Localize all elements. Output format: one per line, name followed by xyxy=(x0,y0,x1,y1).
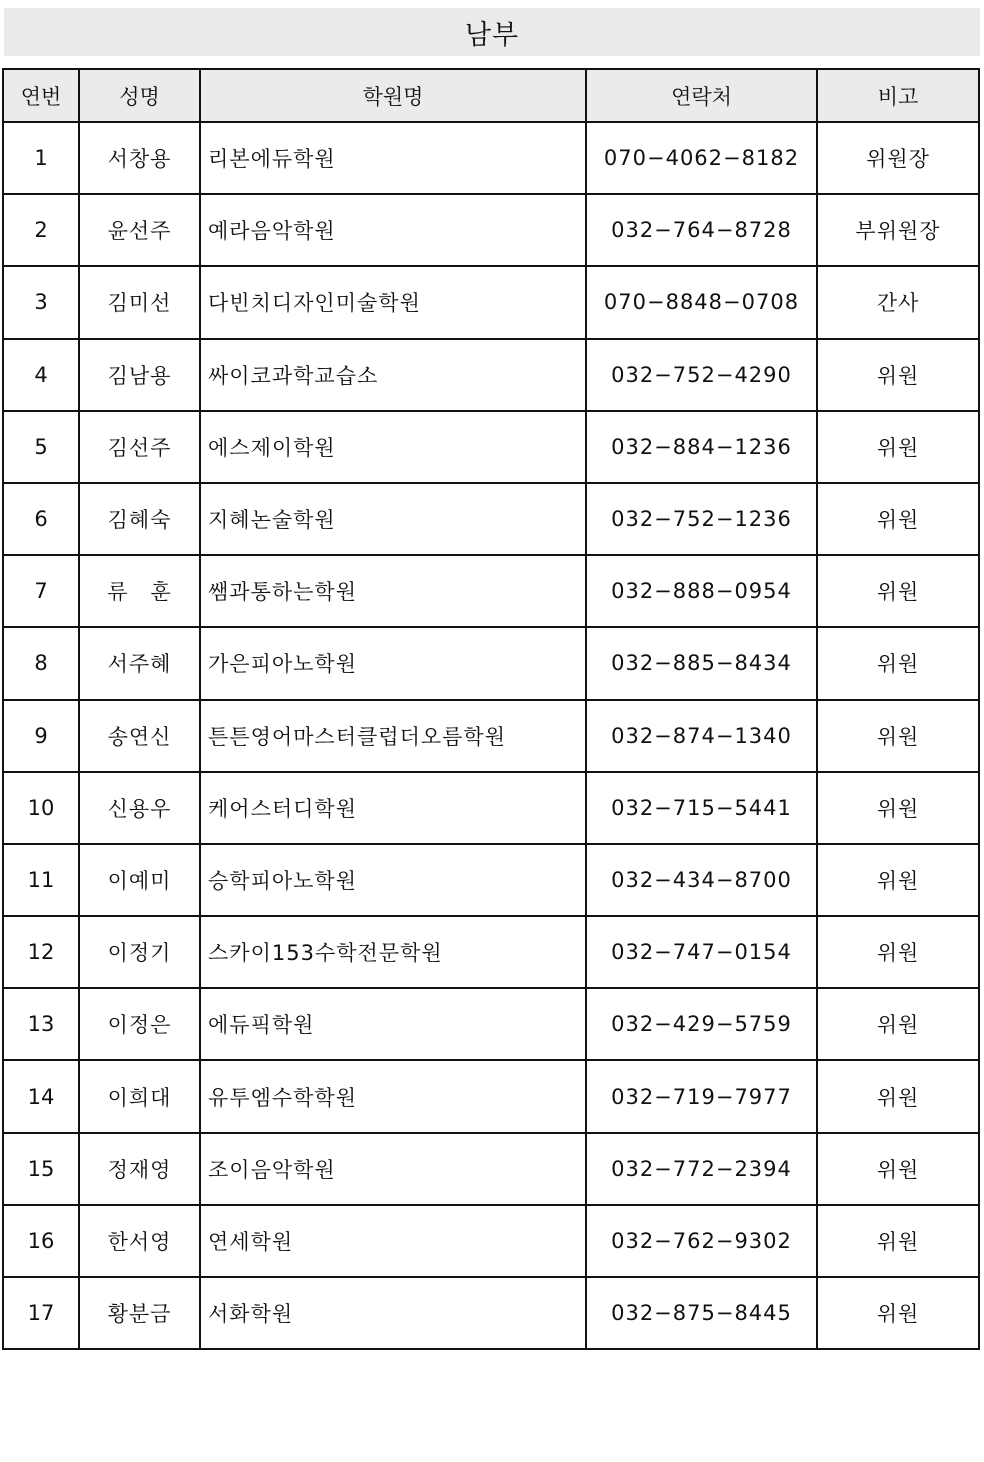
cell-phone: 032−885−8434 xyxy=(586,627,817,699)
cell-note: 위원 xyxy=(817,844,979,916)
table-row xyxy=(3,1133,979,1205)
cell-note: 위원 xyxy=(817,1277,979,1349)
cell-academy: 다빈치디자인미술학원 xyxy=(200,266,586,338)
cell-phone: 032−752−1236 xyxy=(586,483,817,555)
cell-name: 한서영 xyxy=(79,1205,200,1277)
cell-academy: 케어스터디학원 xyxy=(200,772,586,844)
cell-academy: 쌤과통하는학원 xyxy=(200,555,586,627)
cell-name: 이희대 xyxy=(79,1060,200,1132)
cell-no: 9 xyxy=(3,700,79,772)
cell-name: 이예미 xyxy=(79,844,200,916)
cell-note: 위원 xyxy=(817,411,979,483)
section-title: 남부 xyxy=(464,19,520,51)
cell-phone: 032−429−5759 xyxy=(586,988,817,1060)
cell-note: 위원 xyxy=(817,772,979,844)
cell-note: 위원 xyxy=(817,555,979,627)
cell-no: 2 xyxy=(3,194,79,266)
cell-academy: 승학피아노학원 xyxy=(200,844,586,916)
cell-no: 4 xyxy=(3,339,79,411)
table-row xyxy=(3,1060,979,1132)
cell-phone: 032−888−0954 xyxy=(586,555,817,627)
header-name: 성명 xyxy=(79,69,200,122)
cell-no: 10 xyxy=(3,772,79,844)
cell-note: 위원 xyxy=(817,339,979,411)
cell-no: 3 xyxy=(3,266,79,338)
cell-name: 이정기 xyxy=(79,916,200,988)
table-row xyxy=(3,194,979,266)
cell-note: 위원 xyxy=(817,627,979,699)
table-row xyxy=(3,483,979,555)
cell-academy: 지혜논술학원 xyxy=(200,483,586,555)
header-academy: 학원명 xyxy=(200,69,586,122)
cell-phone: 032−762−9302 xyxy=(586,1205,817,1277)
cell-note: 위원 xyxy=(817,988,979,1060)
cell-note: 위원 xyxy=(817,700,979,772)
cell-academy: 리본에듀학원 xyxy=(200,122,586,194)
cell-name: 윤선주 xyxy=(79,194,200,266)
cell-academy: 가은피아노학원 xyxy=(200,627,586,699)
cell-academy: 유투엠수학학원 xyxy=(200,1060,586,1132)
table-header-row xyxy=(3,69,979,122)
cell-phone: 032−772−2394 xyxy=(586,1133,817,1205)
cell-name: 서창용 xyxy=(79,122,200,194)
cell-name: 황분금 xyxy=(79,1277,200,1349)
cell-academy: 서화학원 xyxy=(200,1277,586,1349)
cell-note: 위원 xyxy=(817,483,979,555)
cell-no: 5 xyxy=(3,411,79,483)
cell-note: 간사 xyxy=(817,266,979,338)
header-no: 연번 xyxy=(3,69,79,122)
cell-phone: 032−719−7977 xyxy=(586,1060,817,1132)
cell-academy: 연세학원 xyxy=(200,1205,586,1277)
cell-no: 13 xyxy=(3,988,79,1060)
table-row xyxy=(3,266,979,338)
cell-academy: 예라음악학원 xyxy=(200,194,586,266)
cell-name: 이정은 xyxy=(79,988,200,1060)
cell-name: 김미선 xyxy=(79,266,200,338)
table-row xyxy=(3,916,979,988)
table-row xyxy=(3,700,979,772)
cell-phone: 032−875−8445 xyxy=(586,1277,817,1349)
table-body xyxy=(3,122,979,1349)
cell-phone: 032−434−8700 xyxy=(586,844,817,916)
cell-academy: 튼튼영어마스터클럽더오름학원 xyxy=(200,700,586,772)
table-row xyxy=(3,411,979,483)
cell-academy: 에듀픽학원 xyxy=(200,988,586,1060)
cell-phone: 070−4062−8182 xyxy=(586,122,817,194)
header-note: 비고 xyxy=(817,69,979,122)
cell-academy: 스카이153수학전문학원 xyxy=(200,916,586,988)
cell-name: 송연신 xyxy=(79,700,200,772)
cell-no: 11 xyxy=(3,844,79,916)
cell-note: 위원 xyxy=(817,1133,979,1205)
cell-no: 7 xyxy=(3,555,79,627)
cell-no: 15 xyxy=(3,1133,79,1205)
cell-phone: 032−884−1236 xyxy=(586,411,817,483)
cell-no: 17 xyxy=(3,1277,79,1349)
cell-note: 위원 xyxy=(817,1205,979,1277)
cell-phone: 070−8848−0708 xyxy=(586,266,817,338)
cell-academy: 에스제이학원 xyxy=(200,411,586,483)
cell-phone: 032−747−0154 xyxy=(586,916,817,988)
cell-academy: 싸이코과학교습소 xyxy=(200,339,586,411)
section-title-bar xyxy=(4,8,980,56)
table-row xyxy=(3,1205,979,1277)
table-row xyxy=(3,627,979,699)
cell-no: 12 xyxy=(3,916,79,988)
member-table xyxy=(2,68,980,1350)
cell-name: 김남용 xyxy=(79,339,200,411)
cell-no: 16 xyxy=(3,1205,79,1277)
cell-note: 위원장 xyxy=(817,122,979,194)
cell-name: 정재영 xyxy=(79,1133,200,1205)
table-row xyxy=(3,844,979,916)
cell-note: 부위원장 xyxy=(817,194,979,266)
table-row xyxy=(3,122,979,194)
header-phone: 연락처 xyxy=(586,69,817,122)
cell-no: 14 xyxy=(3,1060,79,1132)
cell-no: 8 xyxy=(3,627,79,699)
cell-academy: 조이음악학원 xyxy=(200,1133,586,1205)
cell-name: 서주혜 xyxy=(79,627,200,699)
table-row xyxy=(3,772,979,844)
cell-phone: 032−874−1340 xyxy=(586,700,817,772)
table-row xyxy=(3,988,979,1060)
cell-note: 위원 xyxy=(817,1060,979,1132)
cell-phone: 032−715−5441 xyxy=(586,772,817,844)
table-row xyxy=(3,339,979,411)
cell-name: 김혜숙 xyxy=(79,483,200,555)
cell-note: 위원 xyxy=(817,916,979,988)
cell-no: 1 xyxy=(3,122,79,194)
cell-name: 류 훈 xyxy=(79,555,200,627)
cell-name: 신용우 xyxy=(79,772,200,844)
table-row xyxy=(3,555,979,627)
cell-phone: 032−752−4290 xyxy=(586,339,817,411)
cell-no: 6 xyxy=(3,483,79,555)
cell-phone: 032−764−8728 xyxy=(586,194,817,266)
table-row xyxy=(3,1277,979,1349)
cell-name: 김선주 xyxy=(79,411,200,483)
